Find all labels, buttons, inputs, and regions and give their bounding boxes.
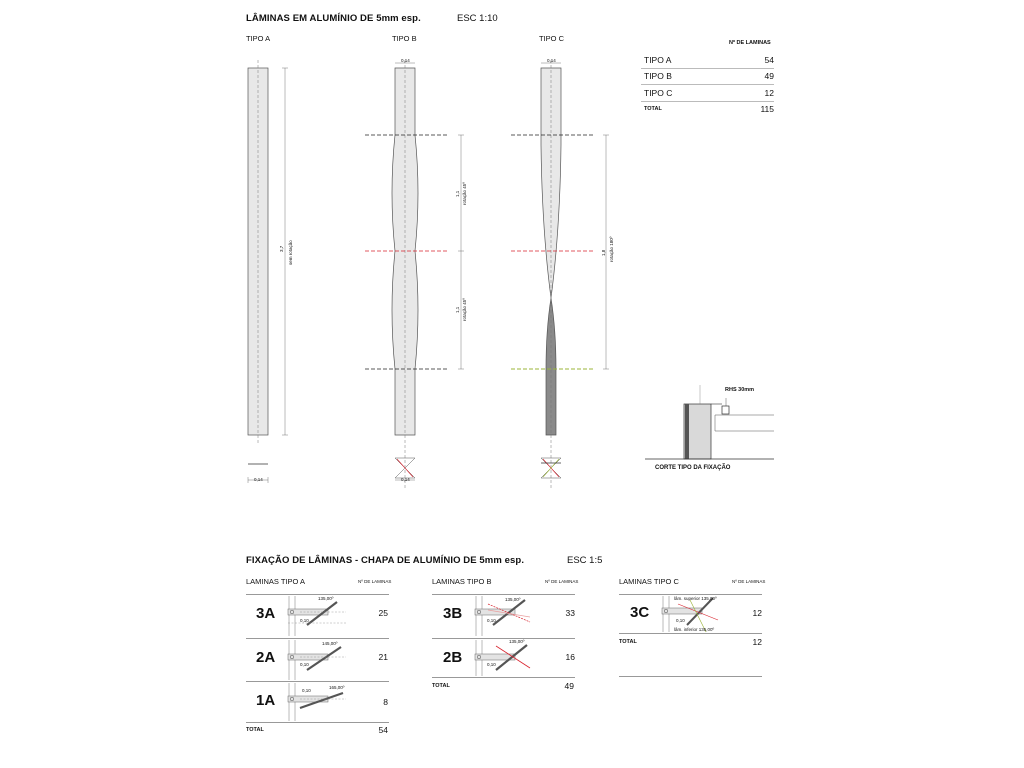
row-3b-angle: 135,00º	[505, 597, 521, 602]
group-c-total-label: TOTAL	[619, 639, 637, 645]
type-b-upper-dim: 1,1	[455, 190, 460, 197]
row-3b-code: 3B	[443, 605, 463, 622]
count-row-b-value: 49	[764, 71, 774, 81]
section-scale-bottom: ESC 1:5	[567, 555, 603, 566]
detail-2a	[288, 640, 346, 680]
count-row-a-label: TIPO A	[644, 55, 672, 65]
row-3c-code: 3C	[630, 604, 650, 621]
row-2a-code: 2A	[256, 649, 276, 666]
type-a-width-dim: 0,14	[254, 477, 263, 482]
count-row-a-value: 54	[764, 55, 774, 65]
type-c-length-note: rotação 180º	[609, 236, 614, 262]
group-c-total-value: 12	[752, 637, 762, 647]
type-b-upper-note: rotação 45º	[462, 182, 467, 205]
type-c-width-dim: 0,14	[547, 58, 556, 63]
count-total-value: 115	[760, 104, 774, 114]
row-3a-dim: 0,10	[300, 618, 309, 623]
type-a-length-note: sem rotação	[288, 240, 293, 265]
group-a-total-label: TOTAL	[246, 727, 264, 733]
group-a-title: LAMINAS TIPO A	[246, 577, 306, 586]
row-1a-code: 1A	[256, 692, 276, 709]
row-1a-dim: 0,10	[302, 688, 311, 693]
count-row-c-label: TIPO C	[644, 88, 673, 98]
type-a-length-dim: 3,7	[279, 245, 284, 252]
detail-2b	[475, 640, 530, 676]
detail-3a	[288, 596, 346, 636]
group-b-total-label: TOTAL	[432, 683, 450, 689]
count-table-header: Nº DE LAMINAS	[729, 40, 771, 46]
row-3a-count: 25	[378, 608, 388, 618]
row-1a-count: 8	[383, 697, 388, 707]
row-2a-dim: 0,10	[300, 662, 309, 667]
group-b-title: LAMINAS TIPO B	[432, 577, 492, 586]
type-b-lower-note: rotação 45º	[462, 298, 467, 321]
rhs-label: RHS 30mm	[725, 387, 755, 393]
row-3c-dim: 0,10	[676, 618, 685, 623]
group-a-count-header: Nº DE LAMINAS	[358, 579, 392, 584]
row-2a-angle: 145,00º	[322, 641, 338, 646]
group-c-count-header: Nº DE LAMINAS	[732, 579, 766, 584]
group-c-title: LAMINAS TIPO C	[619, 577, 679, 586]
group-b-count-header: Nº DE LAMINAS	[545, 579, 579, 584]
row-2b-angle: 135,00º	[509, 639, 525, 644]
type-b-label: TIPO B	[392, 34, 417, 43]
type-a-label: TIPO A	[246, 34, 271, 43]
row-3c-angle-top: lâm. superior 135,00º	[674, 596, 717, 601]
count-total-label: TOTAL	[644, 106, 662, 112]
row-3c-angle-bottom: lâm. inferior 135,00º	[674, 627, 715, 632]
fixation-caption: CORTE TIPO DA FIXAÇÃO	[655, 465, 731, 471]
section-title-laminas: LÂMINAS EM ALUMÍNIO DE 5mm esp.	[246, 13, 421, 24]
type-b-width-dim-bottom: 0,14	[401, 477, 410, 482]
count-row-c-value: 12	[764, 88, 774, 98]
row-3c-count: 12	[752, 608, 762, 618]
row-2a-count: 21	[378, 652, 388, 662]
type-c-label: TIPO C	[539, 34, 565, 43]
type-c-length-dim: 1,8	[601, 249, 606, 256]
row-3b-dim: 0,10	[487, 618, 496, 623]
row-2b-dim: 0,10	[487, 662, 496, 667]
row-3a-code: 3A	[256, 605, 276, 622]
section-title-fixacao: FIXAÇÃO DE LÂMINAS - CHAPA DE ALUMÍNIO DE 5mm esp.	[246, 555, 525, 566]
count-row-b-label: TIPO B	[644, 71, 672, 81]
type-b-lower-dim: 1,1	[455, 306, 460, 313]
row-3a-angle: 135,00º	[318, 596, 334, 601]
group-a-total-value: 54	[378, 725, 388, 735]
row-3b-count: 33	[565, 608, 575, 618]
row-2b-code: 2B	[443, 649, 463, 666]
section-scale-top: ESC 1:10	[457, 13, 498, 24]
detail-3b	[475, 596, 530, 636]
type-b-width-dim: 0,14	[401, 58, 410, 63]
row-2b-count: 16	[565, 652, 575, 662]
row-1a-angle: 165,00º	[329, 685, 345, 690]
group-b-total-value: 49	[564, 681, 574, 691]
